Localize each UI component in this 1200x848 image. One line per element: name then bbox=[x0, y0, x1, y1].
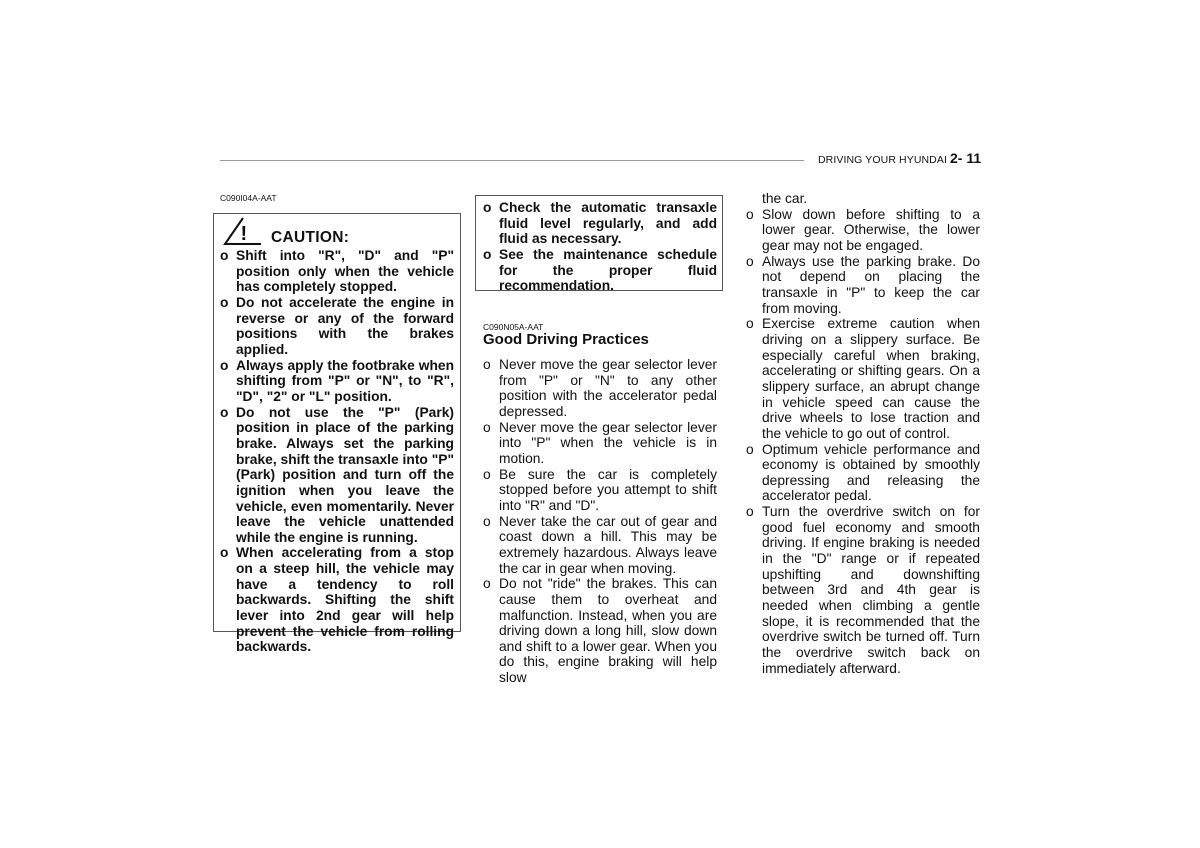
bullet-marker: o bbox=[483, 576, 491, 592]
list-item bbox=[483, 246, 717, 294]
header-rule bbox=[220, 160, 804, 161]
good-driving-code: C090N05A-AAT bbox=[483, 322, 544, 332]
caution-list bbox=[220, 248, 454, 655]
bullet-marker: o bbox=[483, 246, 492, 262]
list-item bbox=[746, 206, 980, 254]
bullet-marker: o bbox=[483, 357, 491, 372]
bullet-marker: o bbox=[483, 419, 491, 435]
list-item-text: Never take the car out of gear and coast down a hill. This may be extremely hazardous. Always leave the car in gear when moving. bbox=[499, 513, 717, 576]
list-item bbox=[220, 404, 454, 546]
list-item bbox=[483, 576, 717, 686]
list-item-text: Do not use the "P" (Park) position in place of the parking brake. Always set the parking brake, shift the transaxle into "P" (Park) position and turn off the ignition when you leave the vehicle, even momentarily. Never leave the vehicle unattended while the engine is running. bbox=[236, 404, 454, 545]
list-item bbox=[746, 504, 980, 676]
list-item bbox=[746, 441, 980, 505]
bullet-marker: o bbox=[220, 357, 229, 373]
list-item-text: Turn the overdrive switch on for good fuel economy and smooth driving. If engine braking is needed in the "D" range or if repeated upshifting and downshifting between 3rd and 4th gear is needed when climbing a gentle slope, it is recommended that the overdrive switch be turned off. Turn the overdrive switch back on immediately afterward. bbox=[762, 504, 980, 676]
bullet-marker: o bbox=[220, 545, 229, 561]
bullet-marker: o bbox=[483, 513, 491, 529]
continued-text: the car. bbox=[762, 191, 808, 206]
list-item-text: Shift into "R", "D" and "P" position only when the vehicle has completely stopped. bbox=[236, 248, 454, 295]
list-item-text: Optimum vehicle performance and economy is obtained by smoothly depressing and releasing the accelerator pedal. bbox=[762, 441, 980, 504]
list-item-text: Exercise extreme caution when driving on a slippery surface. Be especially careful when braking, accelerating or shifting gears. On a slippery surface, an abrupt change in vehicle speed can cause the drive wheels to lose traction and the vehicle to go out of control. bbox=[762, 316, 980, 441]
list-item bbox=[746, 253, 980, 317]
list-item-text: Slow down before shifting to a lower gear. Otherwise, the lower gear may not be engaged. bbox=[762, 206, 980, 253]
list-item bbox=[483, 357, 717, 420]
list-item bbox=[483, 466, 717, 514]
fluid-note-list bbox=[483, 200, 717, 294]
bullet-marker: o bbox=[220, 248, 229, 263]
list-item-text: Do not "ride" the brakes. This can cause them to overheat and malfunction. Instead, when you are driving down a long hill, slow down and shift to a lower gear. When you do this, engine braking will help slow bbox=[499, 576, 717, 686]
list-item bbox=[483, 200, 717, 247]
list-item-text: Be sure the car is completely stopped before you attempt to shift into "R" and "D". bbox=[499, 466, 717, 513]
right-column bbox=[746, 191, 980, 676]
bullet-marker: o bbox=[746, 441, 754, 457]
list-item-text: See the maintenance schedule for the proper fluid recommendation. bbox=[499, 246, 717, 294]
bullet-marker: o bbox=[220, 294, 229, 310]
good-driving-heading: Good Driving Practices bbox=[483, 331, 649, 348]
list-item-text: Check the automatic transaxle fluid level regularly, and add fluid as necessary. bbox=[499, 200, 717, 247]
bullet-marker: o bbox=[483, 466, 491, 482]
section-title: DRIVING YOUR HYUNDAI bbox=[818, 154, 947, 166]
list-item bbox=[220, 248, 454, 295]
list-item-text: Do not accelerate the engine in reverse or any of the forward positions with the brakes applied. bbox=[236, 294, 454, 357]
good-driving-list bbox=[483, 357, 717, 686]
list-item-text: Never move the gear selector lever from "P" or "N" to any other position with the accelerator pedal depressed. bbox=[499, 357, 717, 419]
list-item bbox=[483, 419, 717, 467]
list-item-text: When accelerating from a stop on a steep hill, the vehicle may have a tendency to roll backwards. Shifting the shift lever into 2nd gear will help prevent the vehicle from rolling backwards. bbox=[236, 545, 454, 655]
list-item bbox=[220, 357, 454, 405]
list-item bbox=[220, 545, 454, 655]
list-item-text: Never move the gear selector lever into "P" when the vehicle is in motion. bbox=[499, 419, 717, 466]
list-item bbox=[746, 316, 980, 441]
list-item-text: Always apply the footbrake when shifting from "P" or "N", to "R", "D", "2" or "L" position. bbox=[236, 357, 454, 404]
bullet-marker: o bbox=[483, 200, 492, 215]
page-number: 2- 11 bbox=[950, 150, 982, 166]
bullet-marker: o bbox=[746, 504, 754, 520]
caution-code: C090I04A-AAT bbox=[220, 193, 277, 203]
svg-text:!: ! bbox=[240, 223, 248, 245]
bullet-marker: o bbox=[220, 404, 229, 420]
list-item bbox=[220, 294, 454, 358]
list-item bbox=[483, 513, 717, 577]
bullet-marker: o bbox=[746, 253, 754, 269]
warning-triangle-icon bbox=[223, 216, 263, 246]
caution-title: CAUTION: bbox=[271, 229, 350, 246]
bullet-marker: o bbox=[746, 206, 754, 222]
good-driving-list-continued bbox=[746, 206, 980, 677]
list-item-text: Always use the parking brake. Do not depend on placing the transaxle in "P" to keep the car from moving. bbox=[762, 253, 980, 316]
bullet-marker: o bbox=[746, 316, 754, 332]
